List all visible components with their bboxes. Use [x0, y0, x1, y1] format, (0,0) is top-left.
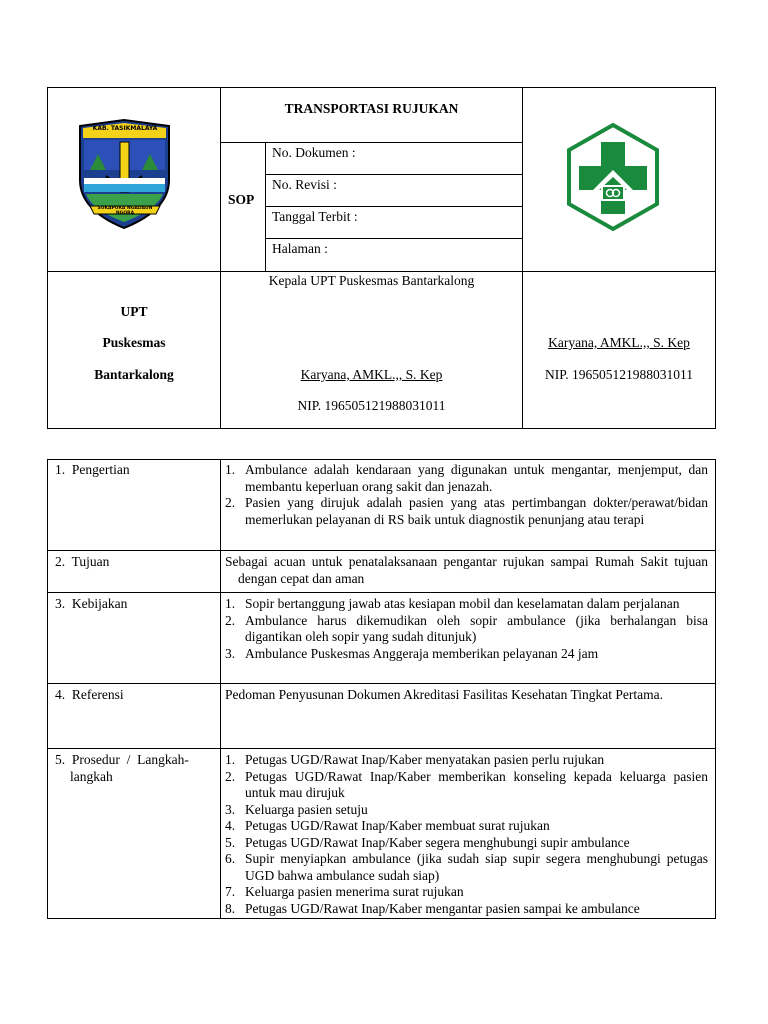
tujuan-text: Sebagai acuan untuk penatalaksanaan pengantar rujukan sampai Rumah Sakit tujuan dengan cepat dan aman — [225, 554, 708, 586]
list-item: 2. Ambulance harus dikemudikan oleh sopir ambulance (jika berhalangan bisa digantikan oleh sopir yang sudah ditunjuk) — [225, 612, 708, 644]
label-prosedur-line2: langkah — [70, 768, 113, 784]
signatory-name: Karyana, AMKL.,, S. Kep — [300, 367, 443, 382]
kebijakan-list — [225, 596, 708, 662]
org-line-upt: UPT — [120, 304, 148, 319]
list-item: 3. Keluarga pasien setuju — [225, 801, 368, 817]
label-pengertian: 1. Pengertian — [55, 462, 130, 477]
field-tanggal-terbit: Tanggal Terbit : — [272, 209, 358, 224]
list-item: 1. Sopir bertanggung jawab atas kesiapan mobil dan keselamatan dalam perjalanan — [225, 596, 680, 611]
label-tujuan: 2. Tujuan — [55, 554, 110, 569]
list-item: 4. Petugas UGD/Rawat Inap/Kaber membuat surat rujukan — [225, 818, 550, 833]
list-item: 8. Petugas UGD/Rawat Inap/Kaber mengantar pasien sampai ke ambulance — [225, 900, 640, 916]
list-item: 6. Supir menyiapkan ambulance (jika sudah siap supir segera menghubungi petugas UGD bahwa ambulance sudah siap) — [225, 851, 708, 883]
referensi-text: Pedoman Penyusunan Dokumen Akreditasi Fasilitas Kesehatan Tingkat Pertama. — [225, 687, 663, 702]
emblem-top-text: KAB. TASIKMALAYA — [92, 125, 158, 132]
org-line-puskesmas: Puskesmas — [102, 335, 166, 350]
right-signatory-nip: NIP. 196505121988031011 — [544, 367, 693, 382]
puskesmas-logo-icon — [565, 122, 661, 232]
list-item: 1. Ambulance adalah kendaraan yang digunakan untuk mengantar, menjemput, dan membantu keperluan orang sakit dan jenazah. — [225, 462, 708, 494]
list-item: 2. Pasien yang dirujuk adalah pasien yang atas pertimbangan dokter/perawat/bidan memerlukan pelayanan di RS baik untuk diagnostik penunjang atau terapi — [225, 495, 708, 527]
kab-tasikmalaya-emblem-icon — [76, 118, 173, 230]
label-prosedur — [55, 752, 213, 785]
right-signatory-name: Karyana, AMKL.,, S. Kep — [548, 335, 690, 350]
list-item: 1. Petugas UGD/Rawat Inap/Kaber menyatakan pasien perlu rujukan — [225, 752, 605, 767]
field-no-revisi: No. Revisi : — [272, 177, 337, 192]
field-halaman: Halaman : — [272, 241, 328, 256]
signatory-nip: NIP. 196505121988031011 — [297, 398, 446, 413]
list-item: 5. Petugas UGD/Rawat Inap/Kaber segera menghubungi supir ambulance — [225, 834, 630, 850]
label-kebijakan: 3. Kebijakan — [55, 596, 128, 611]
sop-label: SOP — [228, 192, 255, 207]
prosedur-list — [225, 752, 708, 917]
emblem-bottom-text: SUKAPURA NGADAUN NGORA — [97, 206, 153, 216]
list-item: 3. Ambulance Puskesmas Anggeraja memberikan pelayanan 24 jam — [225, 645, 599, 661]
label-prosedur-line1: 5. Prosedur / Langkah- — [55, 752, 189, 767]
list-item: 2. Petugas UGD/Rawat Inap/Kaber memberikan konseling kepada keluarga pasien untuk mau dirujuk — [225, 768, 708, 800]
signatory-title: Kepala UPT Puskesmas Bantarkalong — [268, 273, 475, 288]
document-title: TRANSPORTASI RUJUKAN — [284, 101, 459, 116]
label-referensi: 4. Referensi — [55, 687, 124, 702]
list-item: 7. Keluarga pasien menerima surat rujukan — [225, 884, 464, 899]
pengertian-list — [225, 462, 708, 528]
field-no-dokumen: No. Dokumen : — [272, 145, 356, 160]
org-line-bantarkalong: Bantarkalong — [94, 367, 174, 382]
